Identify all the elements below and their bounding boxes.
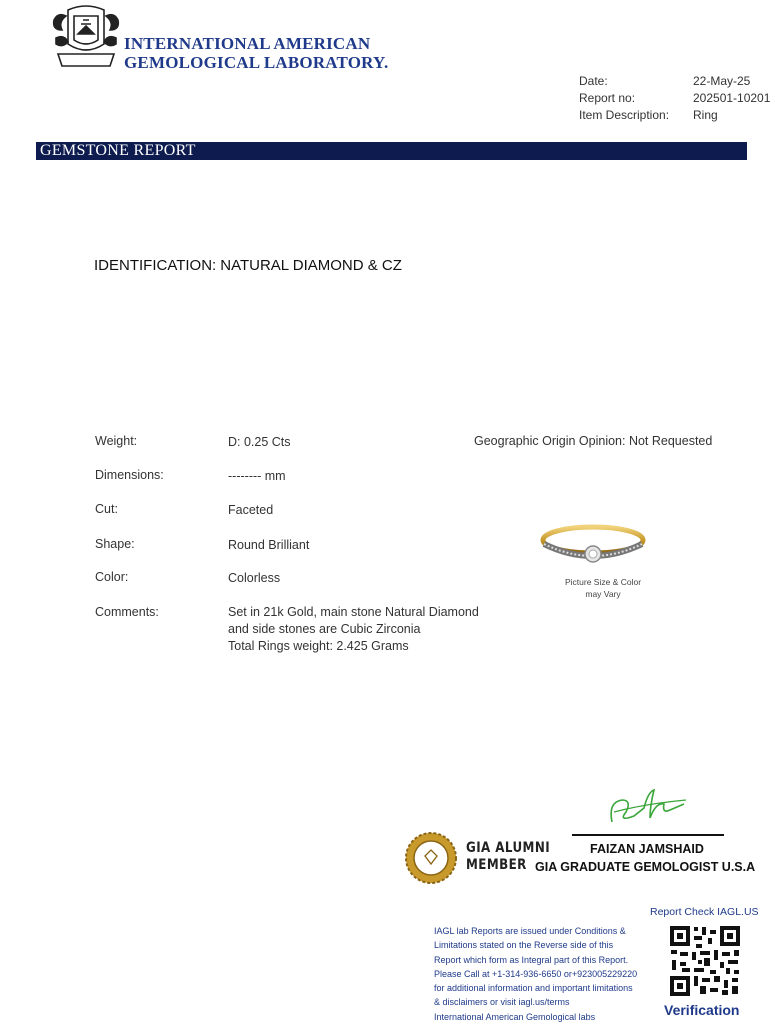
signature xyxy=(604,782,690,828)
disclaimer-line: Report which form as Integral part of this Report. xyxy=(434,954,629,965)
date-label: Date: xyxy=(579,74,608,88)
report-no-value: 202501-10201 xyxy=(693,91,771,105)
dimensions-value: -------- mm xyxy=(228,469,286,483)
identification xyxy=(94,257,402,274)
comments-line: and side stones are Cubic Zirconia xyxy=(228,622,421,636)
qr-code-icon[interactable] xyxy=(668,924,742,998)
disclaimer-line: International American Gemological labs xyxy=(434,1011,596,1022)
verification-label: Verification xyxy=(664,1002,740,1018)
disclaimer-line: IAGL lab Reports are issued under Conditions & xyxy=(434,926,626,936)
disclaimer-line: Limitations stated on the Reverse side of this xyxy=(434,940,614,951)
disclaimer-line: Please Call at +1-314-936-6650 or+923005229220 xyxy=(434,968,638,979)
picture-note xyxy=(548,576,658,600)
signer-title: GIA GRADUATE GEMOLOGIST U.S.A xyxy=(535,860,756,874)
picture-note-line: may Vary xyxy=(585,589,621,599)
comments-label: Comments: xyxy=(95,605,159,619)
cut-label: Cut: xyxy=(95,502,118,516)
color-value: Colorless xyxy=(228,571,281,585)
dimensions-label: Dimensions: xyxy=(95,468,164,482)
signer-name: FAIZAN JAMSHAID xyxy=(590,842,704,856)
report-no-label: Report no: xyxy=(579,91,636,105)
date-value: 22-May-25 xyxy=(693,74,751,88)
disclaimer-line: & disclaimers or visit iagl.us/terms xyxy=(434,997,570,1008)
ring-photo xyxy=(538,518,648,576)
signature-line xyxy=(572,834,724,836)
shape-label: Shape: xyxy=(95,537,135,551)
iagl-logo-icon xyxy=(48,4,124,72)
disclaimer-line: for additional information and important limitations xyxy=(434,983,633,994)
picture-note-line: Picture Size & Color xyxy=(564,577,642,587)
comments-line: Set in 21k Gold, main stone Natural Diamond xyxy=(228,605,479,619)
comments-value xyxy=(228,604,479,655)
item-description-value: Ring xyxy=(693,108,718,122)
disclaimer xyxy=(434,924,659,1024)
report-title: GEMSTONE REPORT xyxy=(40,142,196,159)
org-name-line1: INTERNATIONAL AMERICAN xyxy=(124,34,371,53)
gia-alumni-line2: MEMBER xyxy=(466,857,527,873)
weight-value: D: 0.25 Cts xyxy=(228,435,291,449)
identification-value: NATURAL DIAMOND & CZ xyxy=(220,257,402,274)
comments-line: Total Rings weight: 2.425 Grams xyxy=(228,639,409,653)
org-name-line2: GEMOLOGICAL LABORATORY. xyxy=(124,53,389,72)
cut-value: Faceted xyxy=(228,503,274,517)
weight-label: Weight: xyxy=(95,434,138,448)
report-banner xyxy=(36,142,747,160)
gia-alumni-line1: GIA ALUMNI xyxy=(466,840,551,856)
report-check-link[interactable]: Report Check IAGL.US xyxy=(650,906,759,918)
origin-opinion: Geographic Origin Opinion: Not Requested xyxy=(474,434,713,448)
gia-alumni-seal-icon xyxy=(405,832,457,884)
color-label: Color: xyxy=(95,570,129,584)
identification-label: IDENTIFICATION: xyxy=(94,257,217,274)
shape-value: Round Brilliant xyxy=(228,538,310,552)
item-description-label: Item Description: xyxy=(579,108,670,122)
